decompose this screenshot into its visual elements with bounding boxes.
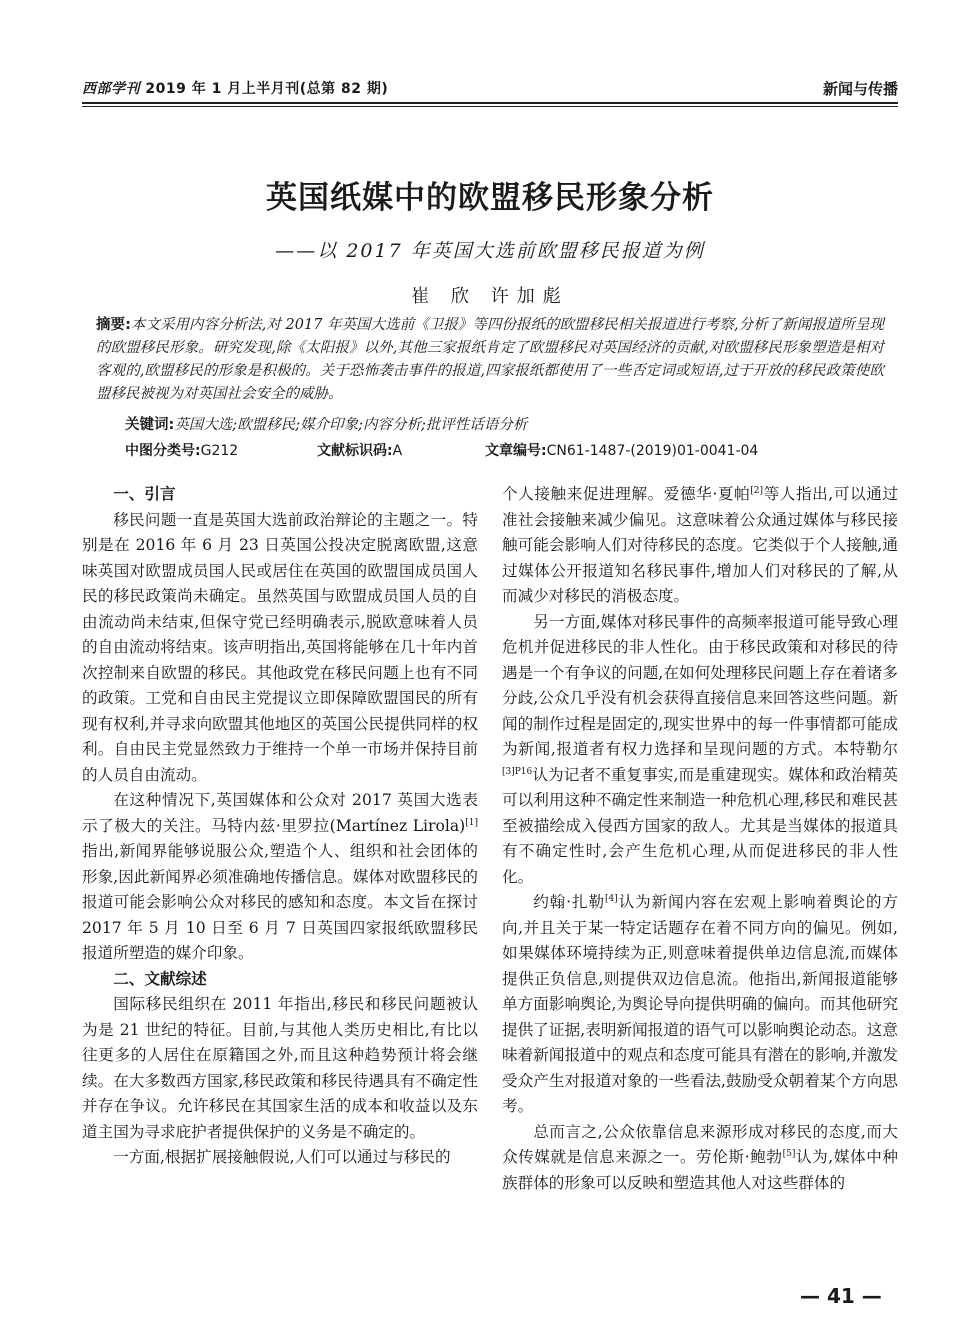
paragraph <box>82 788 478 967</box>
article-title: 英国纸媒中的欧盟移民形象分析 <box>266 180 714 216</box>
paragraph-text: 指出,新闻界能够说服公众,塑造个人、组织和社会团体的形象,因此新闻界必须准确地传播信息。媒体对欧盟移民的报道可能会影响公众对移民的感知和态度。本文旨在探讨 2017 年 5 月 10 日至 6 月 7 日英国四家报纸欧盟移民报道所塑造的媒介印象。 <box>82 842 478 962</box>
paragraph-text: 个人接触来促进理解。爱德华·夏帕 <box>502 485 751 503</box>
keywords <box>125 413 885 434</box>
journal-info <box>82 78 388 98</box>
section-name: 新闻与传播 <box>822 80 898 98</box>
paragraph: 移民问题一直是英国大选前政治辩论的主题之一。特别是在 2016 年 6 月 23 日英国公投决定脱离欧盟,这意味英国对欧盟成员国人民或居住在英国的欧盟国成员国人民的移民政策尚未确定。虽然英国与欧盟成员国人员的自由流动尚未结束,但保守党已经明确表示,脱欧意味着人员的自由流动将结束。该声明指出,英国将能够在几十年内首次控制来自欧盟的移民。其他政党在移民问题上也有不同的政策。工党和自由民主党提议立即保障欧盟国民的所有现有权利,并寻求向欧盟其他地区的英国公民提供同样的权利。自由民主党显然致力于维持一个单一市场并保持目前的人员自由流动。 <box>82 510 478 784</box>
paragraph-text: 约翰·扎勒 <box>533 893 605 911</box>
clc-code <box>125 440 238 460</box>
abstract-label: 摘要: <box>96 317 131 333</box>
right-column <box>502 482 898 1196</box>
header-rule <box>82 102 898 104</box>
section-heading-intro: 一、引言 <box>113 485 176 503</box>
paragraph-text: 在这种情况下,英国媒体和公众对 2017 英国大选表示了极大的关注。马特内兹·里罗拉(Martínez Lirola) <box>82 791 478 835</box>
art-value: CN61-1487-(2019)01-0041-04 <box>546 443 759 459</box>
article-number <box>485 440 758 460</box>
page-number: — 41 — <box>800 1284 882 1308</box>
paragraph-text: 总而言之,公众依靠信息来源形成对移民的态度,而大众传媒就是信息来源之一。劳伦斯·鲍勃 <box>502 1122 898 1166</box>
paragraph <box>502 890 898 1120</box>
doc-code <box>317 440 402 460</box>
running-header <box>82 78 898 100</box>
paragraph-text: 另一方面,媒体对移民事件的高频率报道可能导致心理危机并促进移民的非人性化。由于移民政策和对移民的待遇是一个有争议的问题,在如何处理移民问题上存在着诸多分歧,公众几乎没有机会获得直接信息来回答这些问题。新闻的制作过程是固定的,现实世界中的每一件事情都可能成为新闻,报道者有权力选择和呈现问题的方式。本特勒尔 <box>502 612 898 758</box>
article-subtitle: ——以 2017 年英国大选前欧盟移民报道为例 <box>275 240 705 262</box>
paragraph: 国际移民组织在 2011 年指出,移民和移民问题被认为是 21 世纪的特征。目前,与其他人类历史相比,有比以往更多的人居住在原籍国之外,而且这种趋势预计将会继续。在大多数西方国家,移民政策和移民待遇具有不确定性并存在争议。允许移民在其国家生活的成本和收益以及东道主国为寻求庇护者提供保护的义务是不确定的。 <box>82 995 478 1141</box>
art-label: 文章编号: <box>485 443 547 459</box>
citation-ref: [5] <box>782 1148 796 1159</box>
paragraph <box>502 610 898 891</box>
section-heading-review: 二、文献综述 <box>113 969 207 988</box>
authors: 崔 欣 许加彪 <box>411 286 569 307</box>
citation-ref: [2] <box>750 485 763 496</box>
citation-ref: [1] <box>465 817 478 828</box>
doc-value: A <box>392 443 403 459</box>
paragraph <box>502 1120 898 1197</box>
citation-ref: [4] <box>604 893 618 904</box>
clc-value: G212 <box>200 443 239 459</box>
paragraph: 一方面,根据扩展接触假说,人们可以通过与移民的 <box>113 1148 451 1166</box>
abstract-text: 本文采用内容分析法,对 2017 年英国大选前《卫报》等四份报纸的欧盟移民相关报道进行考察,分析了新闻报道所呈现的欧盟移民形象。研究发现,除《太阳报》以外,其他三家报纸肯定了欧盟移民对英国经济的贡献,对欧盟移民形象塑造是相对客观的,欧盟移民的形象是积极的。关于恐怖袭击事件的报道,四家报纸都使用了一些否定词或短语,过于开放的移民政策使欧盟移民被视为对英国社会安全的威胁。 <box>96 317 884 402</box>
clc-label: 中图分类号: <box>125 443 201 459</box>
keywords-label: 关键词: <box>125 417 175 433</box>
header-rule-thin <box>82 106 898 107</box>
abstract <box>96 314 884 406</box>
doc-label: 文献标识码: <box>317 443 393 459</box>
journal-name: 西部学刊 <box>82 81 140 97</box>
paragraph-text: 认为,媒体中种族群体的形象可以反映和塑造其他人对这些群体的 <box>502 1148 898 1192</box>
paragraph <box>502 482 898 610</box>
paragraph-text: 认为新闻内容在宏观上影响着舆论的方向,并且关于某一特定话题存在着不同方向的偏见。例如,如果媒体环境持续为正,则意味着提供单边信息流,而媒体提供正负信息,则提供双边信息流。他指出,新闻报道能够单方面影响舆论,为舆论导向提供明确的偏向。而其他研究提供了证据,表明新闻报道的语气可以影响舆论动态。这意味着新闻报道中的观点和态度可能具有潜在的影响,并激发受众产生对报道对象的一些看法,鼓励受众朝着某个方向思考。 <box>502 893 898 1115</box>
issue-info: 2019 年 1 月上半月刊(总第 82 期) <box>145 81 389 97</box>
citation-ref: [3]P16 <box>502 766 533 777</box>
paragraph-text: 认为记者不重复事实,而是重建现实。媒体和政治精英可以利用这种不确定性来制造一种危机心理,移民和难民甚至被描绘成入侵西方国家的敌人。尤其是当媒体的报道具有不确定性时,会产生危机心理,从而促进移民的非人性化。 <box>502 765 898 886</box>
paragraph-text: 等人指出,可以通过准社会接触来减少偏见。这意味着公众通过媒体与移民接触可能会影响人们对待移民的态度。它类似于个人接触,通过媒体公开报道知名移民事件,增加人们对移民的了解,从而减少对移民的消极态度。 <box>502 485 898 605</box>
left-column <box>82 482 478 1171</box>
keywords-text: 英国大选;欧盟移民;媒介印象;内容分析;批评性话语分析 <box>174 417 528 433</box>
